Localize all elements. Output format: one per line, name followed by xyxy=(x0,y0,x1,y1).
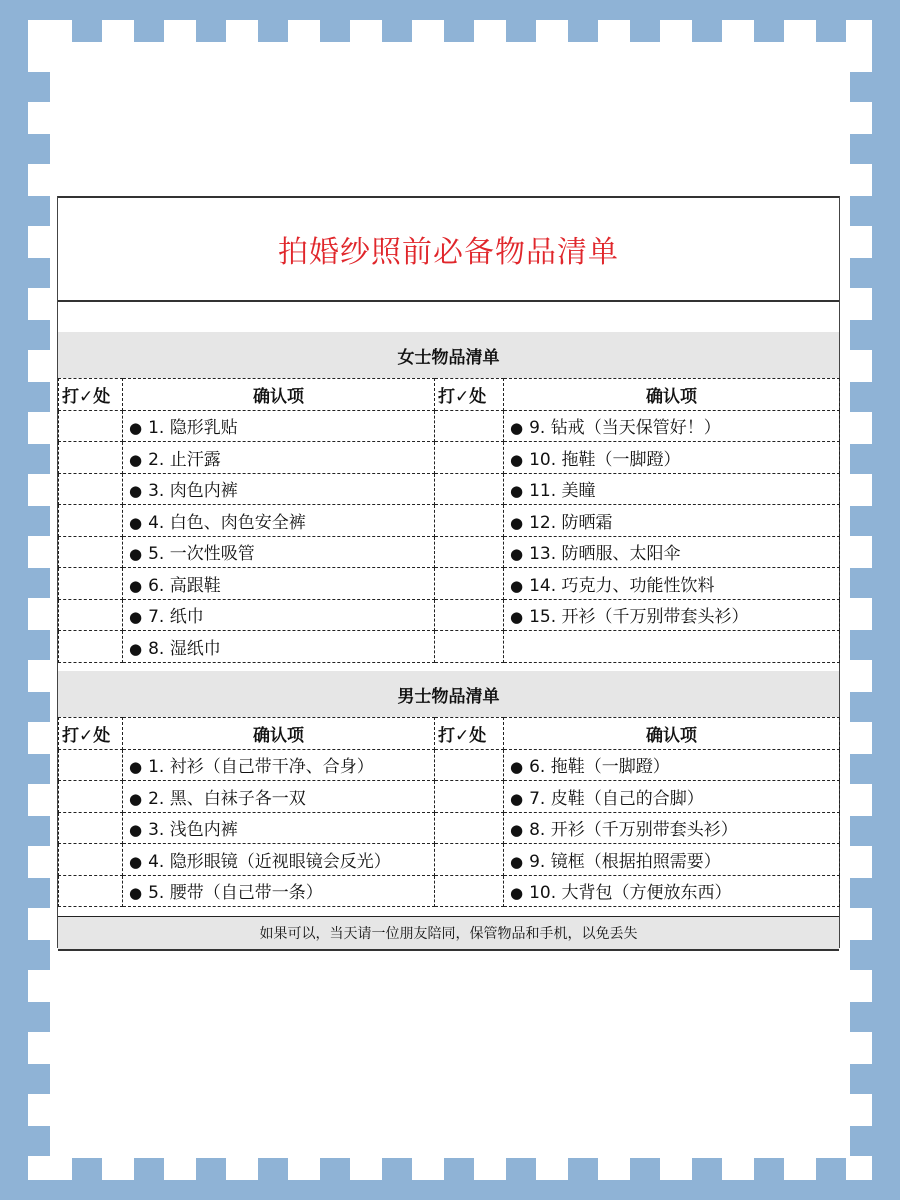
border-notch xyxy=(506,20,536,42)
bullet-icon: ● xyxy=(129,419,143,438)
bullet-icon: ● xyxy=(129,513,143,532)
item-label: 4. 隐形眼镜（近视眼镜会反光） xyxy=(148,851,391,872)
item-label: 12. 防晒霜 xyxy=(529,512,613,533)
border-notch xyxy=(28,1002,50,1032)
item-cell xyxy=(123,631,435,663)
bullet-icon: ● xyxy=(129,639,143,658)
bullet-icon: ● xyxy=(510,789,524,808)
bullet-icon: ● xyxy=(510,576,524,595)
border-notch xyxy=(28,878,50,908)
check-column-header xyxy=(59,379,123,411)
table-row xyxy=(59,410,840,442)
item-cell xyxy=(504,844,840,876)
item-cell xyxy=(504,812,840,844)
bullet-icon: ● xyxy=(129,608,143,627)
check-box-cell[interactable] xyxy=(435,875,504,907)
header-label: 打✓处 xyxy=(62,725,111,746)
header-label: 确认项 xyxy=(646,725,697,746)
item-cell xyxy=(504,875,840,907)
check-box-cell[interactable] xyxy=(59,599,123,631)
item-cell xyxy=(504,631,840,663)
bullet-icon: ● xyxy=(510,482,524,501)
border-notch xyxy=(320,20,350,42)
bullet-icon: ● xyxy=(129,852,143,871)
item-label: 8. 湿纸巾 xyxy=(148,638,221,659)
checklist-sheet xyxy=(57,196,840,948)
check-column-header xyxy=(59,718,123,750)
bullet-icon: ● xyxy=(510,821,524,840)
border-notch xyxy=(196,20,226,42)
check-box-cell[interactable] xyxy=(59,505,123,537)
bullet-icon: ● xyxy=(510,419,524,438)
border-notch xyxy=(850,382,872,412)
header-label: 确认项 xyxy=(253,725,304,746)
item-label: 14. 巧克力、功能性饮料 xyxy=(529,575,715,596)
item-cell xyxy=(504,536,840,568)
footer-note: 如果可以，当天请一位朋友陪同，保管物品和手机，以免丢失 xyxy=(58,916,839,951)
item-label: 15. 开衫（千万别带套头衫） xyxy=(529,607,749,628)
border-notch xyxy=(850,320,872,350)
check-box-cell[interactable] xyxy=(435,844,504,876)
item-column-header xyxy=(504,718,840,750)
border-notch xyxy=(72,1158,102,1180)
check-box-cell[interactable] xyxy=(59,844,123,876)
check-box-cell[interactable] xyxy=(435,505,504,537)
border-notch xyxy=(630,1158,660,1180)
border-notch xyxy=(28,630,50,660)
item-cell xyxy=(504,410,840,442)
title-box xyxy=(58,196,839,302)
table-row xyxy=(59,844,840,876)
border-notch xyxy=(28,1064,50,1094)
check-box-cell[interactable] xyxy=(435,599,504,631)
border-notch xyxy=(850,878,872,908)
border-notch xyxy=(28,568,50,598)
item-label: 7. 皮鞋（自己的合脚） xyxy=(529,788,704,809)
item-label: 8. 开衫（千万别带套头衫） xyxy=(529,820,738,841)
item-column-header xyxy=(123,379,435,411)
women-section-heading: 女士物品清单 xyxy=(58,332,839,378)
header-label: 确认项 xyxy=(253,386,304,407)
border-notch xyxy=(258,20,288,42)
check-box-cell[interactable] xyxy=(59,631,123,663)
bullet-icon: ● xyxy=(510,513,524,532)
border-notch xyxy=(72,20,102,42)
item-cell xyxy=(123,568,435,600)
item-cell xyxy=(504,781,840,813)
border-notch xyxy=(382,20,412,42)
border-notch xyxy=(630,20,660,42)
border-notch xyxy=(28,258,50,288)
spacer-row xyxy=(58,300,839,333)
border-notch xyxy=(196,1158,226,1180)
bullet-icon: ● xyxy=(510,852,524,871)
border-notch xyxy=(28,506,50,536)
table-row xyxy=(59,568,840,600)
header-label: 确认项 xyxy=(646,386,697,407)
border-notch xyxy=(134,20,164,42)
header-label: 打✓处 xyxy=(62,386,111,407)
border-notch xyxy=(850,692,872,722)
check-box-cell[interactable] xyxy=(435,568,504,600)
border-notch xyxy=(850,444,872,474)
item-cell xyxy=(123,749,435,781)
check-box-cell[interactable] xyxy=(59,442,123,474)
bullet-icon: ● xyxy=(129,450,143,469)
check-box-cell[interactable] xyxy=(435,781,504,813)
item-cell xyxy=(504,442,840,474)
border-notch xyxy=(850,72,872,102)
item-label: 13. 防晒服、太阳伞 xyxy=(529,544,681,565)
item-label: 4. 白色、肉色安全裤 xyxy=(148,512,306,533)
item-cell xyxy=(123,812,435,844)
bullet-icon: ● xyxy=(510,884,524,903)
table-row xyxy=(59,781,840,813)
border-notch xyxy=(444,20,474,42)
border-notch xyxy=(850,196,872,226)
table-row xyxy=(59,473,840,505)
border-notch xyxy=(754,20,784,42)
table-row xyxy=(59,536,840,568)
item-cell xyxy=(123,781,435,813)
table-row xyxy=(59,812,840,844)
item-label: 10. 拖鞋（一脚蹬） xyxy=(529,449,681,470)
item-label: 9. 镜框（根据拍照需要） xyxy=(529,851,721,872)
border-notch xyxy=(258,1158,288,1180)
item-label: 2. 止汗露 xyxy=(148,449,221,470)
table-row xyxy=(59,599,840,631)
item-label: 6. 拖鞋（一脚蹬） xyxy=(529,757,670,778)
border-notch xyxy=(28,320,50,350)
check-column-header xyxy=(435,718,504,750)
check-box-cell[interactable] xyxy=(59,473,123,505)
border-notch xyxy=(382,1158,412,1180)
border-notch xyxy=(816,1158,846,1180)
table-row xyxy=(59,749,840,781)
border-notch xyxy=(134,1158,164,1180)
item-cell xyxy=(504,568,840,600)
border-notch xyxy=(28,940,50,970)
border-notch xyxy=(28,754,50,784)
item-column-header xyxy=(504,379,840,411)
item-cell xyxy=(504,599,840,631)
page-title: 拍婚纱照前必备物品清单 xyxy=(278,235,619,270)
bullet-icon: ● xyxy=(129,884,143,903)
item-label: 10. 大背包（方便放东西） xyxy=(529,883,732,904)
table-header-row xyxy=(59,718,840,750)
bullet-icon: ● xyxy=(510,758,524,777)
check-box-cell[interactable] xyxy=(59,875,123,907)
border-notch xyxy=(850,754,872,784)
bullet-icon: ● xyxy=(510,545,524,564)
border-notch xyxy=(850,258,872,288)
item-label: 3. 浅色内裤 xyxy=(148,820,238,841)
bullet-icon: ● xyxy=(129,545,143,564)
table-row xyxy=(59,442,840,474)
border-notch xyxy=(850,568,872,598)
table-header-row xyxy=(59,379,840,411)
check-box-cell[interactable] xyxy=(59,781,123,813)
item-cell xyxy=(504,749,840,781)
bullet-icon: ● xyxy=(129,789,143,808)
border-notch xyxy=(850,1064,872,1094)
bullet-icon: ● xyxy=(510,450,524,469)
border-notch xyxy=(28,196,50,226)
check-box-cell[interactable] xyxy=(59,749,123,781)
item-label: 5. 腰带（自己带一条） xyxy=(148,883,323,904)
women-checklist-table xyxy=(58,378,840,663)
men-checklist-table xyxy=(58,717,840,907)
check-box-cell[interactable] xyxy=(59,812,123,844)
item-cell xyxy=(123,473,435,505)
border-notch xyxy=(506,1158,536,1180)
border-notch xyxy=(754,1158,784,1180)
check-box-cell[interactable] xyxy=(59,536,123,568)
header-label: 打✓处 xyxy=(438,725,487,746)
check-box-cell[interactable] xyxy=(435,536,504,568)
border-notch xyxy=(816,20,846,42)
border-notch xyxy=(28,444,50,474)
item-label: 6. 高跟鞋 xyxy=(148,575,221,596)
bullet-icon: ● xyxy=(129,821,143,840)
table-row xyxy=(59,875,840,907)
border-notch xyxy=(850,816,872,846)
header-label: 打✓处 xyxy=(438,386,487,407)
check-box-cell[interactable] xyxy=(435,631,504,663)
item-cell xyxy=(123,410,435,442)
border-notch xyxy=(28,816,50,846)
border-notch xyxy=(692,1158,722,1180)
item-label: 11. 美瞳 xyxy=(529,481,596,502)
border-notch xyxy=(28,382,50,412)
check-box-cell[interactable] xyxy=(59,568,123,600)
item-cell xyxy=(504,505,840,537)
check-box-cell[interactable] xyxy=(435,749,504,781)
bullet-icon: ● xyxy=(129,758,143,777)
check-box-cell[interactable] xyxy=(435,410,504,442)
border-notch xyxy=(850,630,872,660)
border-notch xyxy=(850,134,872,164)
item-label: 3. 肉色内裤 xyxy=(148,481,238,502)
border-notch xyxy=(320,1158,350,1180)
border-notch xyxy=(850,940,872,970)
item-label: 2. 黑、白袜子各一双 xyxy=(148,788,306,809)
bullet-icon: ● xyxy=(129,482,143,501)
border-notch xyxy=(28,134,50,164)
check-column-header xyxy=(435,379,504,411)
check-box-cell[interactable] xyxy=(435,473,504,505)
border-notch xyxy=(568,20,598,42)
item-label: 1. 隐形乳贴 xyxy=(148,418,238,439)
check-box-cell[interactable] xyxy=(435,442,504,474)
item-cell xyxy=(123,875,435,907)
item-label: 5. 一次性吸管 xyxy=(148,544,255,565)
border-notch xyxy=(568,1158,598,1180)
bullet-icon: ● xyxy=(129,576,143,595)
bullet-icon: ● xyxy=(510,608,524,627)
item-cell xyxy=(123,844,435,876)
item-label: 9. 钻戒（当天保管好！） xyxy=(529,418,721,439)
border-notch xyxy=(28,1126,50,1156)
border-notch xyxy=(28,692,50,722)
border-notch xyxy=(692,20,722,42)
border-notch xyxy=(444,1158,474,1180)
border-notch xyxy=(850,506,872,536)
border-notch xyxy=(850,1002,872,1032)
item-label: 7. 纸巾 xyxy=(148,607,204,628)
men-section-heading: 男士物品清单 xyxy=(58,671,839,717)
item-cell xyxy=(123,599,435,631)
table-row xyxy=(59,631,840,663)
item-cell xyxy=(123,442,435,474)
check-box-cell[interactable] xyxy=(435,812,504,844)
item-label: 1. 衬衫（自己带干净、合身） xyxy=(148,757,374,778)
item-cell xyxy=(123,536,435,568)
item-column-header xyxy=(123,718,435,750)
border-notch xyxy=(850,1126,872,1156)
table-row xyxy=(59,505,840,537)
border-notch xyxy=(28,72,50,102)
check-box-cell[interactable] xyxy=(59,410,123,442)
item-cell xyxy=(504,473,840,505)
item-cell xyxy=(123,505,435,537)
